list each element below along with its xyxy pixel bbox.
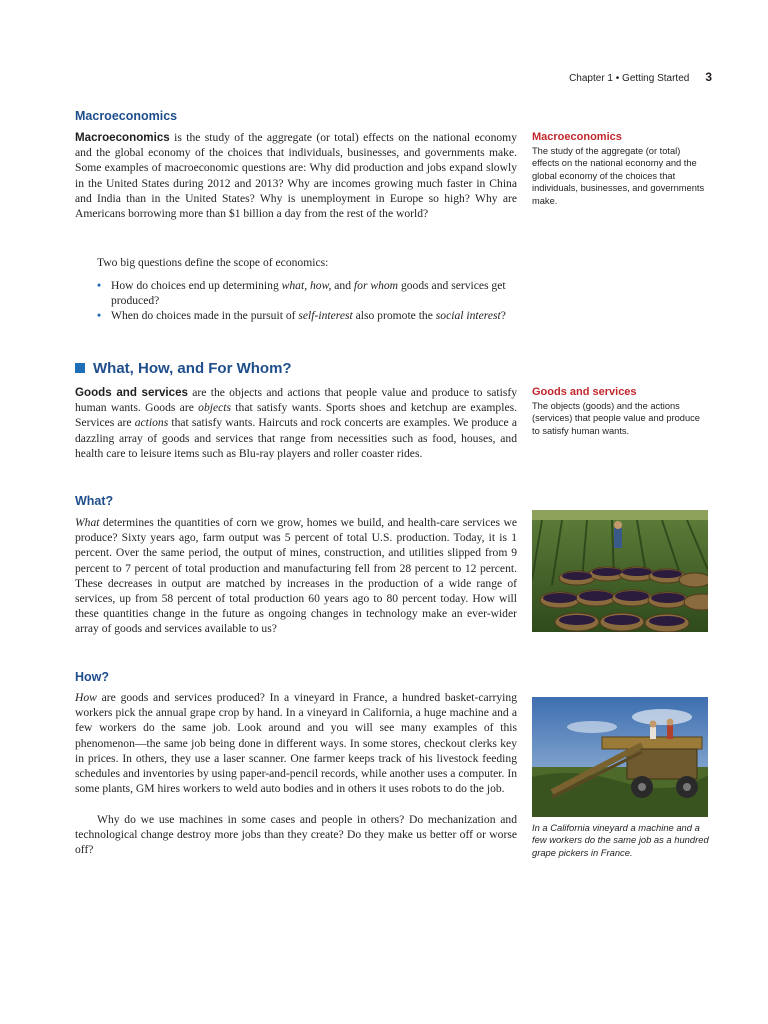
macro-text: is the study of the aggregate (or total) effects on the national economy and the global economy of the choices that individuals, businesses, and governments make. Some examples of macroeconomic questions are: Why did production and jobs expand slowly in the United States during 2012 and 2013? Why are incomes growing much faster in China and India than in the United States? Why is unemployment in Europe so high? Why are Americans borrowing more than $1 billion a day from the rest of the world? [75, 131, 517, 221]
french-vineyard-photo [532, 510, 708, 632]
goods-paragraph: Goods and services are the objects and actions that people value and produce to satisfy human wants. Goods are objects that satisfy wants. Sports shoes and ketchup are examples. Services are actions that satisfy wants. Haircuts and rock concerts are examples. We produce a dazzling array of goods and services that range from necessities such as food, houses, and health care to leisure items such as Blu-ray players and roller coaster rides. [75, 386, 518, 460]
what-heading: What? [75, 494, 114, 508]
how-paragraph-2: Why do we use machines in some cases and people in others? Do mechanization and technological change destroy more jobs than they create? Do they make us better off or worse off? [75, 813, 517, 857]
bullet-what-how-whom: • How do choices end up determining what, how, and for whom goods and services get produced? [97, 278, 517, 308]
margin-term-macro: Macroeconomics [532, 131, 622, 143]
scope-bullets [97, 278, 517, 324]
how-heading: How? [75, 670, 110, 684]
margin-def-goods: The objects (goods) and the actions (services) that people value and produce to satisfy human wants. [532, 401, 700, 436]
photo-caption: In a California vineyard a machine and a few workers do the same job as a hundred grape pickers in France. [532, 822, 709, 858]
goods-term: Goods and services [75, 386, 188, 399]
scope-intro: Two big questions define the scope of economics: [97, 256, 329, 269]
macro-paragraph [75, 130, 517, 221]
chapter-label: Chapter 1 • Getting Started [569, 73, 690, 84]
what-paragraph: What determines the quantities of corn we grow, homes we build, and health-care services we produce? Sixty years ago, farm output was 5 percent of total U.S. production. Today, it is 1 percent. Over the same period, the output of mines, construction, and utilities slipped from 9 percent to 7 percent of total production and manufacturing fell from 28 percent to 12 percent. These decreases in output are matched by increases in the production of a wide range of services, up from 58 percent of total production 60 years ago to 80 percent today. How will these quantities change in the future as ongoing changes in technology make an ever-wider array of goods and services available to us? [75, 516, 517, 636]
california-vineyard-photo [532, 697, 708, 817]
section-heading: What, How, and For Whom? [75, 360, 292, 377]
page-number: 3 [705, 70, 712, 84]
running-head [0, 70, 712, 84]
margin-term-goods: Goods and services [532, 386, 637, 398]
margin-def-macro: The study of the aggregate (or total) effects on the national economy and the global economy of the choices that individuals, businesses, and governments make. [532, 146, 705, 206]
how-paragraph-1: How are goods and services produced? In a vineyard in France, a hundred basket-carrying workers pick the annual grape crop by hand. In a vineyard in California, a huge machine and a few workers do the same job. Look around and you will see many examples of this phenomenon—the same job being done in different ways. In some stores, checkout clerks key in prices. In others, they use a laser scanner. One farmer keeps track of his livestock feeding schedules and inventories by using paper-and-pencil records, while another uses a computer. In some plants, GM hires workers to weld auto bodies and in others it uses robots to do the job. [75, 691, 517, 796]
heading-square-icon [75, 363, 85, 373]
bullet-self-interest: • When do choices made in the pursuit of self-interest also promote the social interest? [97, 308, 517, 323]
macro-heading: Macroeconomics [75, 109, 178, 123]
macro-term: Macroeconomics [75, 131, 170, 144]
